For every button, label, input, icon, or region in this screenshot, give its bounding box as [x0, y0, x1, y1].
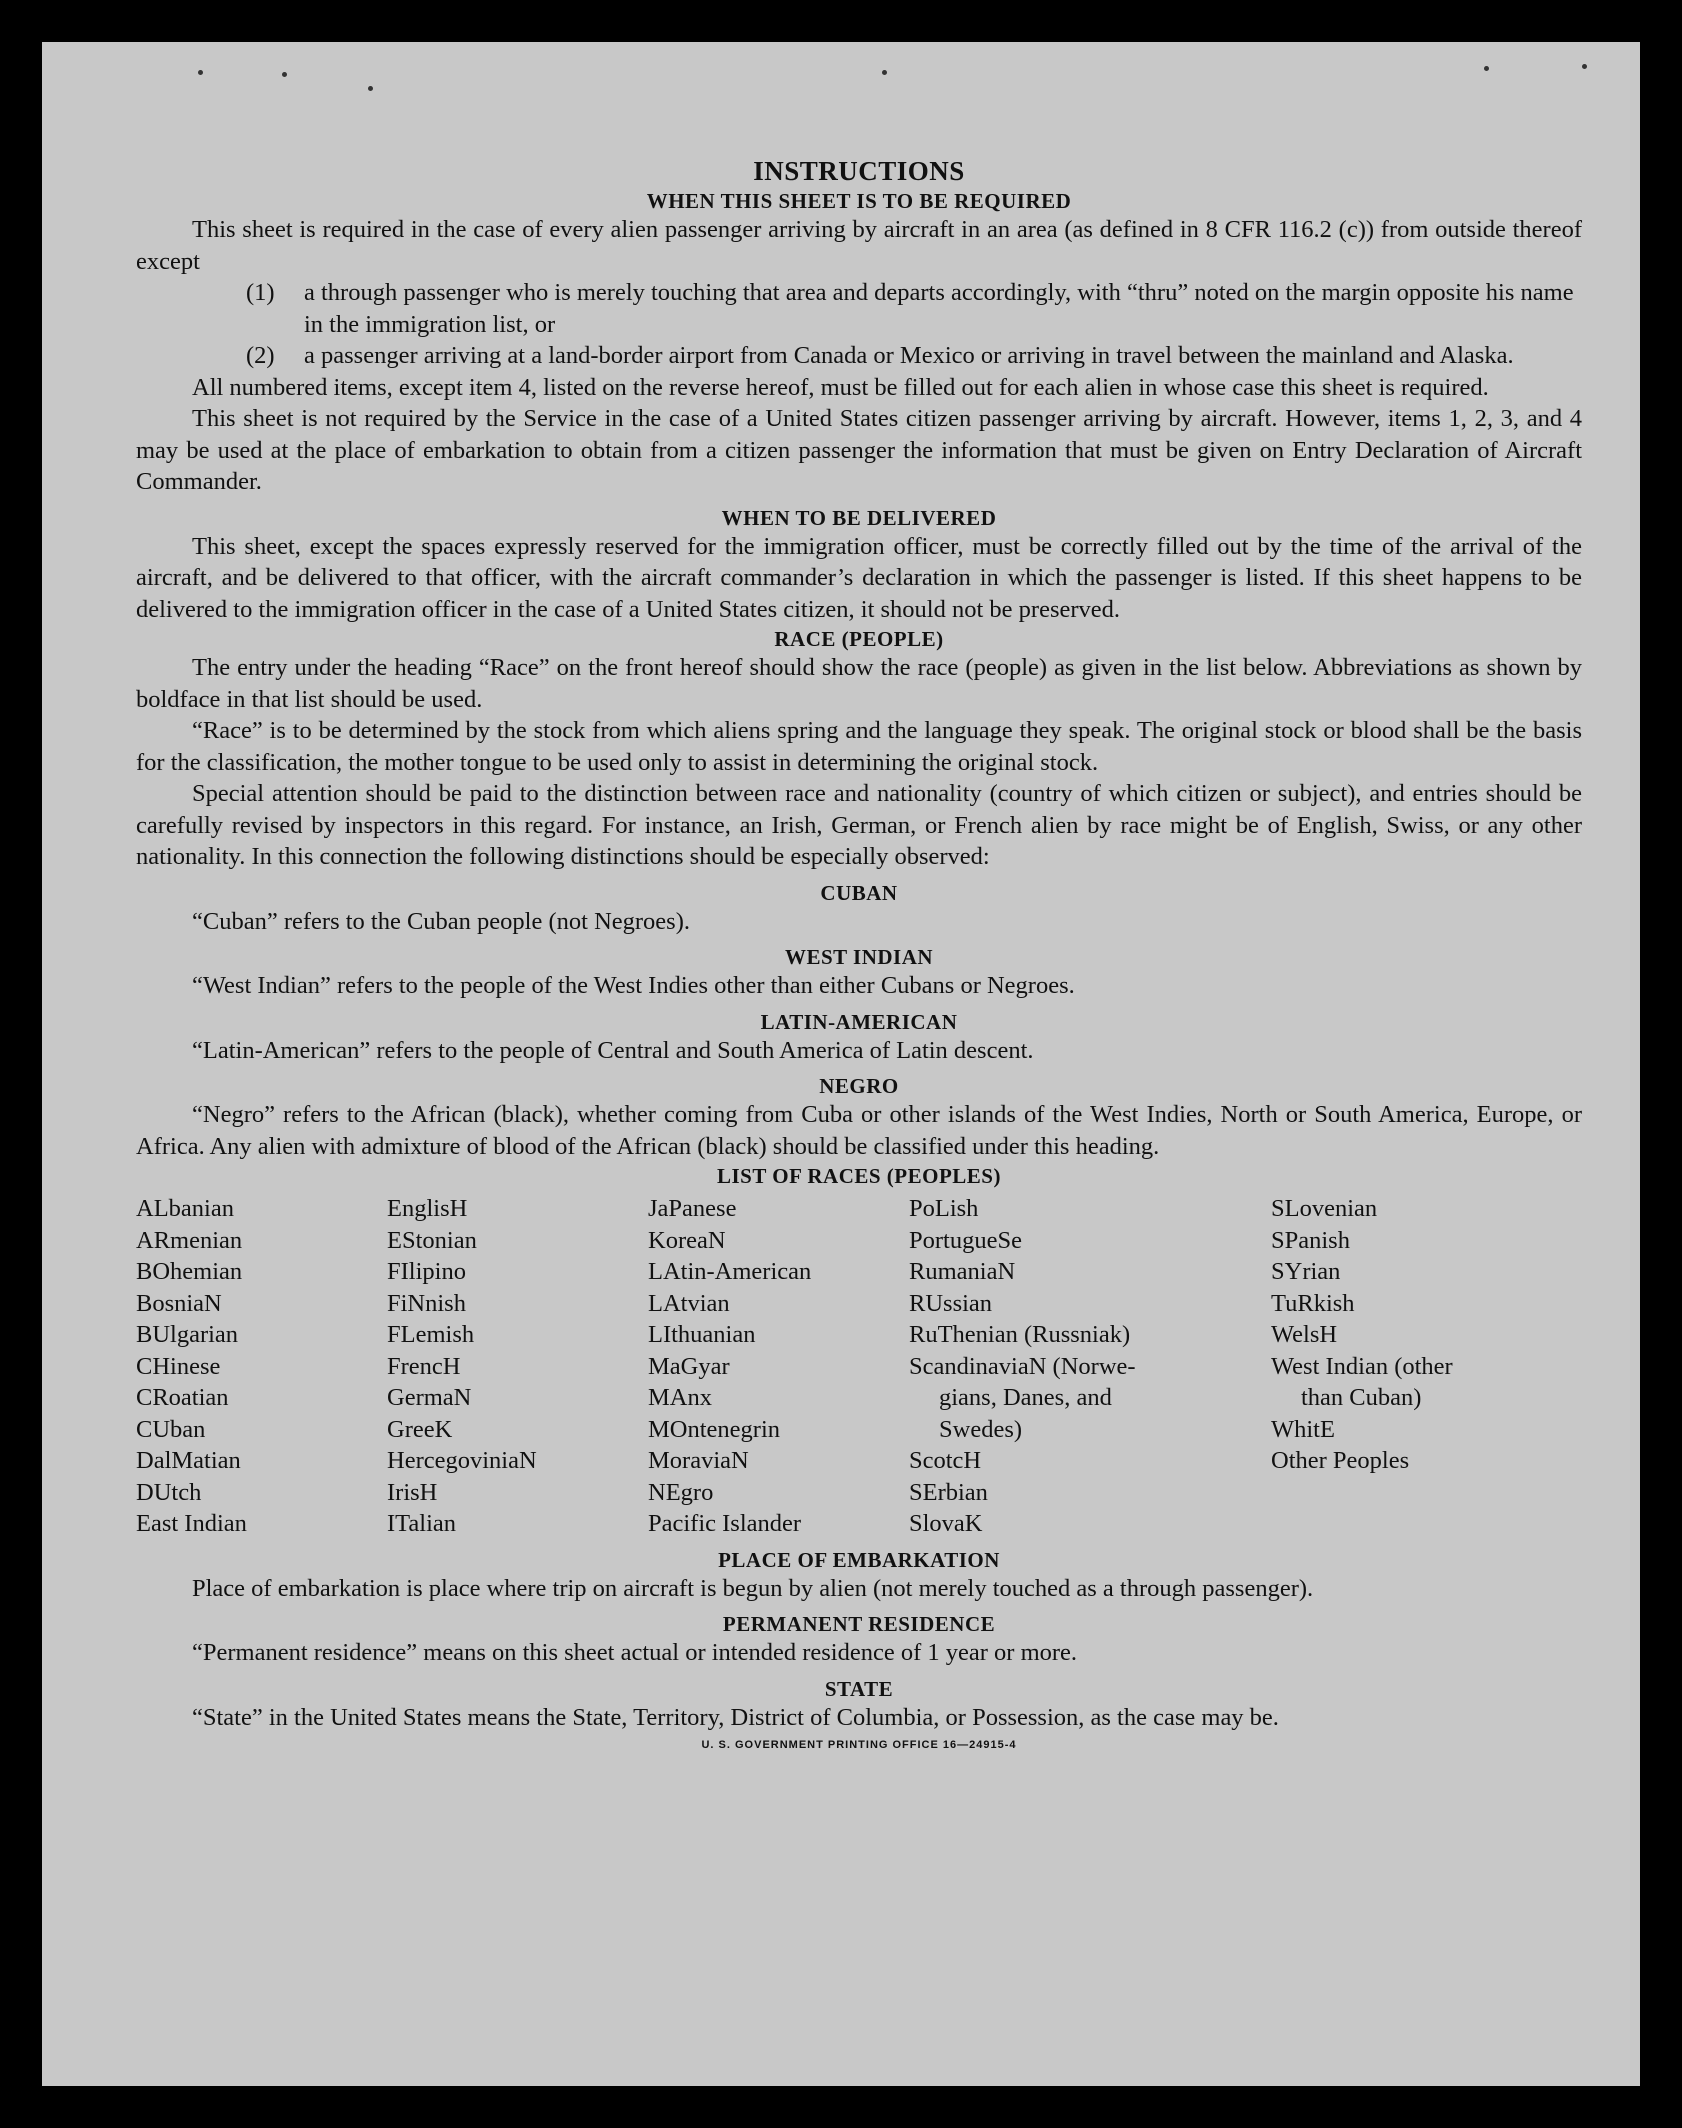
negro-text: “Negro” refers to the African (black), whether coming from Cuba or other islands of the West Indies, North or South America, Europe, or Africa. Any alien with admixture of blood of the African (black) should be classified under this heading.	[136, 1101, 1582, 1160]
race-entry: West Indian (other	[1271, 1352, 1453, 1380]
required-intro: This sheet is required in the case of every alien passenger arriving by aircraft in an area (as defined in 8 CFR 116.2 (c)) from outside thereof except	[136, 216, 1582, 275]
race-entry: Other Peoples	[1271, 1447, 1410, 1474]
race-entry: ARmenian	[136, 1226, 243, 1254]
race-list-heading: LIST OF RACES (PEOPLES)	[717, 1164, 1001, 1188]
speck	[368, 86, 373, 91]
required-paragraph-3: This sheet is not required by the Service in the case of a United States citizen passenger arriving by aircraft. However, items 1, 2, 3, and 4 may be used at the place of embarkation to obtain from a citizen passenger the information that must be given on Entry Declaration of Aircraft Commander.	[136, 405, 1582, 495]
race-entry: EStonian	[387, 1226, 477, 1254]
race-entry: CRoatian	[136, 1384, 229, 1411]
delivered-paragraph: This sheet, except the spaces expressly reserved for the immigration officer, must be correctly filled out by the time of the arrival of the aircraft, and be delivered to that officer, with the aircraft commander’s declaration in which the passenger is listed. If this sheet happens to be delivered to the immigration officer in the case of a United States citizen, it should not be preserved.	[136, 532, 1582, 623]
race-list	[136, 1193, 1582, 1540]
race-entry: SlovaK	[909, 1510, 983, 1537]
required-paragraph-2: All numbered items, except item 4, listed on the reverse hereof, must be filled out for each alien in whose case this sheet is required.	[192, 373, 1489, 401]
race-paragraph-2: “Race” is to be determined by the stock from which aliens spring and the language they speak. The original stock or blood shall be the basis for the classification, the mother tongue to be used only to assist in determining the original stock.	[136, 717, 1582, 776]
race-entry: LAtvian	[648, 1289, 730, 1317]
race-paragraph-1: The entry under the heading “Race” on the front hereof should show the race (people) as given in the list below. Abbreviations as shown by boldface in that list should be used.	[136, 654, 1582, 713]
race-entry: RumaniaN	[909, 1258, 1016, 1285]
race-entry: PortugueSe	[909, 1226, 1022, 1254]
embarkation-text: Place of embarkation is place where trip on aircraft is begun by alien (not merely touched as a through passenger).	[192, 1574, 1314, 1602]
race-entry: BosniaN	[136, 1289, 222, 1317]
latin-american-heading: LATIN-AMERICAN	[760, 1009, 958, 1034]
race-entry: SYrian	[1271, 1258, 1341, 1285]
race-entry-continued: than Cuban)	[1301, 1384, 1422, 1411]
race-entry: BUlgarian	[136, 1321, 239, 1348]
item-text: a passenger arriving at a land-border airport from Canada or Mexico or arriving in travel between the mainland and Alaska.	[304, 342, 1514, 369]
race-entry: CUban	[136, 1415, 206, 1443]
race-entry: Pacific Islander	[648, 1510, 802, 1537]
race-entry: SErbian	[909, 1478, 988, 1506]
race-entry: TuRkish	[1271, 1289, 1355, 1317]
speck	[1582, 64, 1587, 69]
exception-item-2	[246, 340, 1582, 372]
race-entry: FrencH	[387, 1352, 461, 1380]
cuban-heading: CUBAN	[820, 880, 898, 905]
race-column-3	[648, 1193, 909, 1540]
race-entry: ScotcH	[909, 1447, 982, 1474]
section-heading-delivered: WHEN TO BE DELIVERED	[721, 505, 997, 530]
race-entry: PoLish	[909, 1195, 979, 1222]
state-heading: STATE	[824, 1676, 894, 1701]
race-entry: ALbanian	[136, 1195, 234, 1222]
race-column-2	[387, 1193, 648, 1540]
race-entry: ITalian	[387, 1510, 457, 1537]
item-number: (1)	[246, 279, 275, 306]
race-entry: MaGyar	[648, 1352, 730, 1380]
race-entry: IrisH	[387, 1478, 438, 1506]
race-column-4	[909, 1193, 1271, 1540]
race-paragraph-3: Special attention should be paid to the distinction between race and nationality (country of which citizen or subject), and entries should be carefully revised by inspectors in this regard. For instance, an Irish, German, or French alien by race might be of English, Swiss, or any other nationality. In this connection the following distinctions should be especially observed:	[136, 780, 1582, 870]
race-entry: LAtin-American	[648, 1258, 812, 1285]
race-entry: ScandinaviaN (Norwe-	[909, 1352, 1136, 1380]
race-entry: WhitE	[1271, 1415, 1335, 1443]
residence-heading: PERMANENT RESIDENCE	[722, 1612, 996, 1636]
residence-text: “Permanent residence” means on this sheet actual or intended residence of 1 year or more.	[192, 1639, 1078, 1666]
race-column-1	[136, 1193, 387, 1540]
race-entry: LIthuanian	[648, 1321, 756, 1348]
section-heading-race: RACE (PEOPLE)	[774, 627, 944, 651]
race-entry: KoreaN	[648, 1226, 726, 1254]
speck	[882, 70, 887, 75]
page-title: INSTRUCTIONS	[753, 156, 965, 186]
embarkation-heading: PLACE OF EMBARKATION	[718, 1547, 1000, 1572]
speck	[282, 72, 287, 77]
item-text: a through passenger who is merely touching that area and departs accordingly, with “thru” noted on the margin opposite his name in the immigration list, or	[304, 279, 1574, 338]
west-indian-heading: WEST INDIAN	[784, 945, 934, 969]
race-entry: GermaN	[387, 1384, 472, 1411]
race-entry: FIlipino	[387, 1258, 466, 1285]
race-entry: BOhemian	[136, 1258, 243, 1285]
race-entry: HercegoviniaN	[387, 1447, 537, 1474]
race-entry: GreeK	[387, 1415, 453, 1443]
race-entry: MoraviaN	[648, 1447, 749, 1474]
document-sheet	[42, 42, 1640, 2086]
cuban-text: “Cuban” refers to the Cuban people (not Negroes).	[192, 907, 690, 935]
negro-heading: NEGRO	[819, 1074, 899, 1098]
printing-office-footer: U. S. GOVERNMENT PRINTING OFFICE 16—24915-4	[701, 1739, 1017, 1751]
race-entry: SPanish	[1271, 1226, 1350, 1254]
race-entry: DalMatian	[136, 1447, 241, 1474]
race-column-5	[1271, 1193, 1582, 1540]
race-entry: RUssian	[909, 1289, 993, 1317]
race-entry: JaPanese	[648, 1195, 737, 1222]
race-entry: DUtch	[136, 1478, 202, 1506]
race-entry: MOntenegrin	[648, 1415, 780, 1443]
race-entry: MAnx	[648, 1384, 712, 1411]
race-entry: SLovenian	[1271, 1195, 1378, 1222]
item-number: (2)	[246, 342, 275, 369]
race-entry: CHinese	[136, 1352, 221, 1380]
instructions-content	[136, 114, 1582, 1751]
exception-item-1	[246, 277, 1582, 340]
west-indian-text: “West Indian” refers to the people of the West Indies other than either Cubans or Negroes.	[192, 972, 1075, 999]
race-entry: EnglisH	[387, 1195, 468, 1222]
section-heading-required: WHEN THIS SHEET IS TO BE REQUIRED	[646, 189, 1072, 213]
speck	[198, 70, 203, 75]
race-entry: East Indian	[136, 1510, 247, 1537]
race-entry: RuThenian (Russniak)	[909, 1321, 1131, 1348]
state-text: “State” in the United States means the State, Territory, District of Columbia, or Possession, as the case may be.	[192, 1703, 1279, 1731]
race-entry: FiNnish	[387, 1289, 466, 1317]
race-entry-continued: gians, Danes, and	[939, 1384, 1112, 1411]
race-entry-continued: Swedes)	[939, 1415, 1023, 1443]
race-entry: WelsH	[1271, 1321, 1338, 1348]
race-entry: NEgro	[648, 1478, 714, 1506]
latin-american-text: “Latin-American” refers to the people of Central and South America of Latin descent.	[192, 1036, 1034, 1064]
race-entry: FLemish	[387, 1321, 475, 1348]
speck	[1484, 66, 1489, 71]
